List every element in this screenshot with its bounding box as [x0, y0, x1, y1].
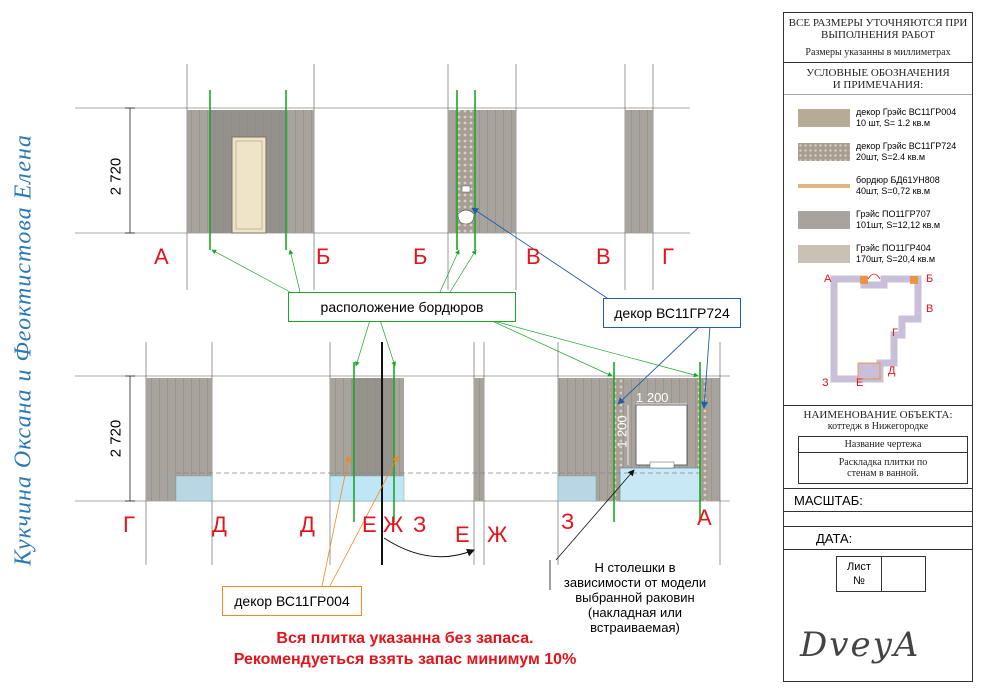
door	[232, 137, 266, 233]
plan-letter: Г	[892, 327, 898, 339]
plan-letter: Д	[888, 365, 896, 377]
legend-label: декор Грэйс ВС11ГР004	[856, 107, 957, 117]
bottom-letter: З	[413, 512, 427, 537]
bottom-letter: З	[561, 509, 575, 534]
object-name: коттедж в Нижегородке	[827, 421, 929, 432]
date-label: ДАТА:	[816, 530, 853, 546]
bottom-letter: Е	[455, 522, 470, 547]
decor004-callout	[222, 586, 362, 616]
legend-list	[784, 101, 972, 271]
top-letter: А	[154, 244, 169, 269]
mirror-width-dim: 1 200	[636, 390, 669, 405]
sheet-label-2: №	[853, 575, 865, 587]
drawing-block	[798, 436, 968, 484]
date-row	[784, 526, 972, 550]
drawing-title: Название чертежа	[799, 437, 967, 453]
top-letter: В	[596, 244, 611, 269]
legend-title-1: УСЛОВНЫЕ ОБОЗНАЧЕНИЯ	[806, 67, 950, 79]
legend-qty: 20шт, S=2.4 кв.м	[856, 152, 926, 162]
decor724-callout-text: декор ВС11ГР724	[614, 305, 730, 321]
side-title: Кукчина Оксана и Феоктистова Елена	[10, 134, 37, 566]
legend-item	[784, 203, 972, 237]
panel-note-1: ВСЕ РАЗМЕРЫ УТОЧНЯЮТСЯ ПРИ	[788, 17, 968, 29]
bottom-height-dim: 2 720	[107, 419, 125, 458]
sheet-label-1: Лист	[847, 561, 871, 573]
plan-letter: В	[926, 303, 934, 315]
toilet	[458, 210, 474, 224]
bottom-letter: Д	[212, 512, 227, 537]
plan-letter: А	[824, 273, 832, 285]
object-block	[784, 405, 972, 432]
legend-label: Грэйс ПО11ГР404	[856, 243, 931, 253]
top-height-dim: 2 720	[107, 157, 125, 196]
legend-item	[784, 169, 972, 203]
borders-callout-text: расположение бордюров	[320, 299, 484, 315]
top-letter: В	[526, 244, 541, 269]
bottom-letter: Д	[300, 512, 315, 537]
legend-label: декор Грэйс ВС11ГР724	[856, 141, 957, 151]
bottom-letter: Г	[123, 512, 135, 537]
plan-letter: Б	[926, 273, 934, 285]
mirror	[636, 405, 687, 465]
bottom-letter: Ж	[383, 512, 404, 537]
top-letter: Б	[316, 244, 331, 269]
legend-swatch	[798, 211, 850, 229]
wall-tiles-vg	[625, 110, 653, 233]
warning-line1: Вся плитка указанна без запаса.	[276, 630, 534, 647]
sheet-box	[836, 556, 926, 592]
legend-swatch	[798, 143, 850, 161]
legend-label: бордюр БД61УН808	[856, 175, 940, 185]
legend-swatch	[798, 245, 850, 263]
title-block	[783, 12, 973, 682]
mirror-height-dim: 1 200	[614, 415, 630, 448]
bottom-letter: Е	[362, 512, 377, 537]
floor-plan	[784, 271, 972, 397]
legend-qty: 170шт, S=20,4 кв.м	[856, 254, 936, 264]
warning-line2: Рекомендуеться взять запас минимум 10%	[233, 651, 577, 668]
legend-item	[784, 237, 972, 271]
decor724-callout	[603, 298, 741, 328]
legend-item	[784, 101, 972, 135]
countertop-note: Н столешки в зависимости от модели выбранной раковин (накладная или встраиваемая)	[563, 560, 707, 635]
legend-item	[784, 135, 972, 169]
sheet-row	[784, 550, 972, 598]
legend-title-2: И ПРИМЕЧАНИЯ:	[784, 79, 972, 95]
logo: DveyA	[800, 625, 921, 665]
drawing-name-2: стенам в ванной.	[847, 468, 919, 479]
top-letter: Б	[413, 244, 428, 269]
plan-letter: Е	[856, 377, 864, 389]
legend-label: Грэйс ПО11ГР707	[856, 209, 931, 219]
scale-row	[784, 488, 972, 512]
legend-swatch	[798, 109, 850, 127]
panel-note-2: ВЫПОЛНЕНИЯ РАБОТ	[821, 29, 935, 41]
borders-callout	[288, 292, 516, 322]
bottom-letter: А	[697, 505, 712, 530]
legend-swatch	[798, 184, 850, 188]
legend-qty: 101шт, S=12,12 кв.м	[856, 220, 941, 230]
panel-units: Размеры указанны в миллиметрах	[784, 47, 972, 63]
decor004-callout-text: декор ВС11ГР004	[234, 593, 350, 609]
top-letter: Г	[662, 244, 674, 269]
scale-label: МАСШТАБ:	[794, 492, 863, 508]
object-title: НАИМЕНОВАНИЕ ОБЪЕКТА:	[803, 409, 953, 421]
plan-letter: З	[822, 377, 829, 389]
drawing-name-1: Раскладка плитки по	[838, 457, 928, 468]
legend-qty: 10 шт, S= 1.2 кв.м	[856, 118, 931, 128]
legend-qty: 40шт, S=0,72 кв.м	[856, 186, 931, 196]
bottom-letter: Ж	[487, 522, 508, 547]
